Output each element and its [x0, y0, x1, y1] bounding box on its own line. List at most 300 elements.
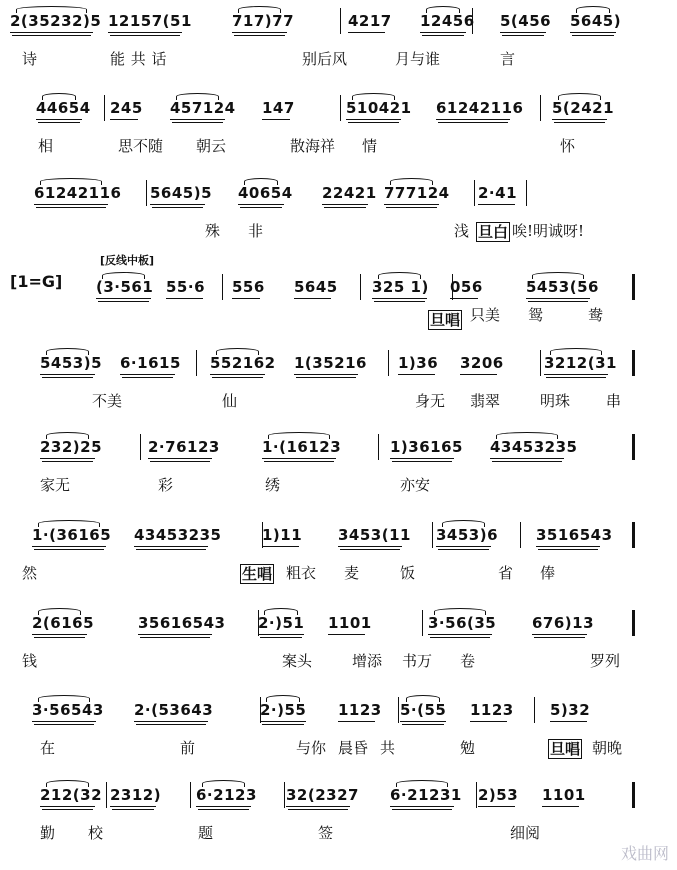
beam-line — [550, 721, 587, 722]
bar-line — [360, 274, 361, 300]
lyric-text: 身无 — [415, 392, 446, 410]
slur-arc — [266, 695, 300, 702]
note-group: 1)36165 — [390, 438, 463, 456]
bar-line — [540, 350, 541, 376]
note-group: 6·2123 — [196, 786, 257, 804]
lyric-text: 唉!明诚呀! — [512, 222, 585, 240]
bar-line — [190, 782, 191, 808]
beam-line — [438, 549, 489, 550]
slur-arc — [42, 93, 76, 100]
beam-line — [384, 204, 439, 205]
lyric-text: 情 — [362, 137, 378, 155]
bar-line — [106, 782, 107, 808]
note-group: 2(6165 — [32, 614, 95, 632]
beam-line — [34, 724, 94, 725]
lyric-text: 家无 — [40, 476, 71, 494]
score-line — [0, 348, 677, 418]
slur-arc — [532, 272, 584, 279]
beam-line — [172, 122, 223, 123]
note-group: 32(2327 — [286, 786, 359, 804]
beam-line — [110, 806, 156, 807]
lyric-text: 勤 — [40, 824, 56, 842]
beam-line — [34, 204, 108, 205]
role-tag: 生唱 — [242, 565, 273, 583]
beam-line — [32, 721, 96, 722]
beam-line — [138, 634, 212, 635]
slur-arc — [46, 432, 89, 439]
beam-line — [40, 458, 95, 459]
beam-line — [10, 32, 93, 33]
beam-line — [340, 549, 400, 550]
slur-arc — [550, 348, 602, 355]
score-line — [0, 6, 677, 76]
beam-line — [398, 374, 435, 375]
note-group: 2·41 — [478, 184, 518, 202]
lyric-text: 晨昏 — [338, 739, 369, 757]
bar-line — [422, 610, 423, 636]
note-group: 325 1) — [372, 278, 429, 296]
note-group: 2)53 — [478, 786, 519, 804]
note-group: 6·1615 — [120, 354, 181, 372]
bar-line — [398, 697, 399, 723]
role-tag: 旦白 — [478, 223, 509, 241]
note-group: 5)32 — [550, 701, 591, 719]
bar-line — [476, 782, 477, 808]
note-group: 777124 — [384, 184, 450, 202]
lyric-text: 书万 — [402, 652, 433, 670]
beam-line — [32, 634, 87, 635]
beam-line — [166, 298, 203, 299]
lyric-text: 题 — [198, 824, 214, 842]
lyric-text: 言 — [500, 50, 516, 68]
beam-line — [420, 32, 466, 33]
lyric-text: 前 — [180, 739, 196, 757]
beam-line — [372, 298, 427, 299]
score-line — [0, 178, 677, 248]
lyric-text: 诗 — [22, 50, 38, 68]
note-group: 5645) — [570, 12, 622, 30]
role-tag: 旦唱 — [550, 740, 581, 758]
note-group: (3·561 — [96, 278, 154, 296]
beam-line — [40, 374, 95, 375]
slur-arc — [244, 178, 278, 185]
score-line — [0, 93, 677, 163]
beam-line — [478, 806, 515, 807]
slur-arc — [38, 520, 100, 527]
lyric-text: 散海祥 — [290, 137, 336, 155]
bar-line — [632, 522, 635, 548]
slur-arc — [378, 272, 421, 279]
note-group: 3212(31 — [544, 354, 617, 372]
beam-line — [232, 298, 260, 299]
lyric-text: 能 共 话 — [110, 50, 167, 68]
beam-line — [34, 549, 104, 550]
note-group: 44654 — [36, 99, 91, 117]
beam-line — [170, 119, 225, 120]
beam-line — [422, 35, 464, 36]
bar-line — [632, 274, 635, 300]
note-group: 147 — [262, 99, 295, 117]
beam-line — [42, 377, 93, 378]
beam-line — [492, 461, 562, 462]
lyric-text: 绣 — [265, 476, 281, 494]
beam-line — [98, 301, 149, 302]
slur-arc — [176, 93, 219, 100]
lyric-text: 彩 — [158, 476, 174, 494]
note-group: 1101 — [328, 614, 372, 632]
slur-arc — [496, 432, 558, 439]
note-group: 5645)5 — [150, 184, 213, 202]
note-group: 43453235 — [490, 438, 578, 456]
slur-arc — [390, 178, 433, 185]
slur-arc — [202, 780, 245, 787]
beam-line — [136, 724, 206, 725]
bar-line — [540, 95, 541, 121]
beam-line — [294, 374, 358, 375]
note-group: 056 — [450, 278, 483, 296]
beam-line — [392, 461, 452, 462]
beam-line — [238, 204, 284, 205]
note-group: 1)11 — [262, 526, 303, 544]
beam-line — [430, 637, 490, 638]
beam-line — [390, 458, 454, 459]
beam-line — [96, 298, 151, 299]
beam-line — [134, 721, 208, 722]
note-group: 35616543 — [138, 614, 226, 632]
note-group: 3453)6 — [436, 526, 499, 544]
lyric-text: 粗衣 — [286, 564, 317, 582]
beam-line — [544, 374, 608, 375]
beam-line — [120, 374, 175, 375]
beam-line — [36, 207, 106, 208]
lyric-text: 增添 — [352, 652, 383, 670]
watermark: 戏曲网 — [620, 844, 669, 863]
bar-line — [340, 95, 341, 121]
beam-line — [338, 546, 402, 547]
lyric-text: 翡翠 — [470, 392, 501, 410]
slur-arc — [216, 348, 259, 355]
beam-line — [34, 637, 85, 638]
lyric-text: 钱 — [22, 652, 38, 670]
beam-line — [324, 207, 366, 208]
slur-arc — [46, 780, 89, 787]
note-group: 12456 — [420, 12, 475, 30]
note-group: 1(35216 — [294, 354, 367, 372]
lyric-text: 细阅 — [510, 824, 541, 842]
note-group: 1123 — [338, 701, 382, 719]
slur-arc — [16, 6, 87, 13]
beam-line — [240, 207, 282, 208]
beam-line — [436, 546, 491, 547]
beam-line — [328, 634, 365, 635]
note-group: 3·56(35 — [428, 614, 497, 632]
beam-line — [500, 32, 546, 33]
lyric-text: 签 — [318, 824, 334, 842]
beam-line — [262, 458, 336, 459]
note-group: 1101 — [542, 786, 586, 804]
bar-line — [378, 434, 379, 460]
note-group: 1·(16123 — [262, 438, 342, 456]
lyric-text: 相 — [38, 137, 54, 155]
beam-line — [260, 637, 302, 638]
bar-line — [632, 610, 635, 636]
beam-line — [534, 637, 585, 638]
bar-line — [258, 610, 259, 636]
lyric-text: 共 — [380, 739, 396, 757]
beam-line — [262, 119, 290, 120]
beam-line — [348, 122, 399, 123]
beam-line — [490, 458, 564, 459]
beam-line — [546, 377, 606, 378]
note-group: 43453235 — [134, 526, 222, 544]
slur-arc — [40, 178, 102, 185]
bar-line — [452, 274, 453, 300]
lyric-text: 鸳 — [528, 306, 544, 324]
slur-arc — [426, 6, 460, 13]
beam-line — [40, 806, 95, 807]
note-group: 232)25 — [40, 438, 103, 456]
beam-line — [322, 204, 368, 205]
beam-line — [210, 374, 265, 375]
bar-line — [222, 274, 223, 300]
key-signature: [1=G] — [10, 272, 63, 291]
slur-arc — [352, 93, 395, 100]
beam-line — [148, 458, 212, 459]
lyric-text: 朝晚 — [592, 739, 623, 757]
note-group: 2312) — [110, 786, 162, 804]
beam-line — [234, 35, 285, 36]
bar-line — [534, 697, 535, 723]
score-line — [0, 254, 677, 332]
note-group: 3·56543 — [32, 701, 104, 719]
beam-line — [348, 32, 385, 33]
bar-line — [262, 522, 263, 548]
note-group: 2·76123 — [148, 438, 220, 456]
beam-line — [42, 461, 93, 462]
slur-arc — [406, 695, 440, 702]
beam-line — [286, 806, 350, 807]
beam-line — [436, 119, 510, 120]
role-tag: 旦唱 — [430, 311, 461, 329]
bar-line — [432, 522, 433, 548]
lyric-text: 亦安 — [400, 476, 431, 494]
note-group: 1123 — [470, 701, 514, 719]
beam-line — [402, 724, 444, 725]
note-group: 5645 — [294, 278, 338, 296]
note-group: 1)36 — [398, 354, 439, 372]
beam-line — [38, 122, 80, 123]
note-group: 3516543 — [536, 526, 613, 544]
beam-line — [570, 32, 616, 33]
slur-arc — [442, 520, 485, 527]
lyric-text: 殊 — [205, 222, 221, 240]
bar-line — [140, 434, 141, 460]
bar-line — [520, 522, 521, 548]
beam-line — [150, 204, 205, 205]
note-group: 5(456 — [500, 12, 552, 30]
bar-line — [388, 350, 389, 376]
note-group: 717)77 — [232, 12, 295, 30]
beam-line — [110, 35, 180, 36]
note-group: 552162 — [210, 354, 276, 372]
beam-line — [110, 119, 138, 120]
note-group: 1·(36165 — [32, 526, 112, 544]
beam-line — [288, 809, 348, 810]
beam-line — [572, 35, 614, 36]
note-group: 2·(53643 — [134, 701, 214, 719]
bar-line — [474, 180, 475, 206]
slur-arc — [576, 6, 610, 13]
beam-line — [264, 461, 334, 462]
lyric-text: 明珠 — [540, 392, 571, 410]
slur-arc — [434, 608, 486, 615]
score-line — [0, 608, 677, 678]
beam-line — [198, 809, 249, 810]
lyric-text: 麦 — [344, 564, 360, 582]
beam-line — [196, 806, 251, 807]
note-group: 4217 — [348, 12, 392, 30]
lyric-text: 俸 — [540, 564, 556, 582]
lyric-text: 浅 — [454, 222, 470, 240]
bar-line — [260, 697, 261, 723]
bar-line — [526, 180, 527, 206]
beam-line — [552, 119, 607, 120]
lyric-text: 勉 — [460, 739, 476, 757]
note-group: 556 — [232, 278, 265, 296]
slur-arc — [264, 608, 298, 615]
beam-line — [260, 721, 306, 722]
beam-line — [538, 549, 598, 550]
beam-line — [460, 374, 497, 375]
beam-line — [232, 32, 287, 33]
bar-line — [146, 180, 147, 206]
beam-line — [470, 721, 507, 722]
beam-line — [112, 809, 154, 810]
beam-line — [262, 546, 299, 547]
lyric-text: 非 — [248, 222, 264, 240]
note-group: 457124 — [170, 99, 236, 117]
note-group: 5(2421 — [552, 99, 615, 117]
slur-arc — [238, 6, 281, 13]
score-line — [0, 780, 677, 850]
lyric-text: 串 — [606, 392, 622, 410]
note-group: 5453(56 — [526, 278, 599, 296]
beam-line — [122, 377, 173, 378]
note-group: 5453)5 — [40, 354, 103, 372]
note-group: 40654 — [238, 184, 293, 202]
lyric-text: 饭 — [400, 564, 416, 582]
lyric-text: 与你 — [296, 739, 327, 757]
note-group: 212(32 — [40, 786, 103, 804]
beam-line — [12, 35, 91, 36]
beam-line — [478, 204, 515, 205]
beam-line — [502, 35, 544, 36]
lyric-text: 仙 — [222, 392, 238, 410]
bar-line — [196, 350, 197, 376]
beam-line — [140, 637, 210, 638]
beam-line — [294, 298, 331, 299]
beam-line — [374, 301, 425, 302]
beam-line — [152, 207, 203, 208]
beam-line — [428, 634, 492, 635]
bar-line — [632, 434, 635, 460]
lyric-text: 然 — [22, 564, 38, 582]
note-group: 12157(51 — [108, 12, 192, 30]
note-group: 55·6 — [166, 278, 206, 296]
lyric-text: 别后风 — [302, 50, 348, 68]
note-group: 2(35232)5 — [10, 12, 102, 30]
beam-line — [338, 721, 375, 722]
slur-arc — [38, 695, 90, 702]
slur-arc — [558, 93, 601, 100]
beam-line — [554, 122, 605, 123]
bar-line — [472, 8, 473, 34]
beam-line — [526, 298, 590, 299]
lyric-text: 月与谁 — [395, 50, 441, 68]
beam-line — [108, 32, 182, 33]
slur-arc — [38, 608, 81, 615]
beam-line — [36, 119, 82, 120]
lyric-text: 鸯 — [588, 306, 604, 324]
beam-line — [532, 634, 587, 635]
lyric-text: 思不随 — [118, 137, 164, 155]
lyric-text: 朝云 — [196, 137, 227, 155]
beam-line — [528, 301, 588, 302]
beam-line — [212, 377, 263, 378]
note-group: 2·)55 — [260, 701, 307, 719]
beam-line — [134, 546, 208, 547]
note-group: 2·)51 — [258, 614, 305, 632]
lyric-text: 怀 — [560, 137, 576, 155]
beam-line — [296, 377, 356, 378]
beam-line — [150, 461, 210, 462]
lyric-text: 卷 — [460, 652, 476, 670]
beam-line — [392, 809, 452, 810]
lyric-text: 在 — [40, 739, 56, 757]
beam-line — [536, 546, 600, 547]
beam-line — [32, 546, 106, 547]
beam-line — [136, 549, 206, 550]
note-group: 6·21231 — [390, 786, 462, 804]
lyric-text: 省 — [498, 564, 514, 582]
score-line — [0, 432, 677, 502]
score-line — [0, 520, 677, 590]
lyric-text: 只美 — [470, 306, 501, 324]
note-group: 676)13 — [532, 614, 595, 632]
slur-arc — [46, 348, 89, 355]
beam-line — [450, 298, 478, 299]
bar-line — [340, 8, 341, 34]
note-group: 3453(11 — [338, 526, 411, 544]
slur-arc — [268, 432, 330, 439]
tempo-marking: [反线中板] — [100, 254, 155, 267]
slur-arc — [396, 780, 448, 787]
lyric-text: 罗列 — [590, 652, 621, 670]
note-group: 3206 — [460, 354, 504, 372]
beam-line — [262, 724, 304, 725]
note-group: 22421 — [322, 184, 377, 202]
beam-line — [542, 806, 579, 807]
bar-line — [284, 782, 285, 808]
note-group: 510421 — [346, 99, 412, 117]
note-group: 245 — [110, 99, 143, 117]
beam-line — [386, 207, 437, 208]
beam-line — [438, 122, 508, 123]
note-group: 5·(55 — [400, 701, 447, 719]
note-group: 61242116 — [436, 99, 524, 117]
lyric-text: 校 — [88, 824, 104, 842]
bar-line — [632, 782, 635, 808]
